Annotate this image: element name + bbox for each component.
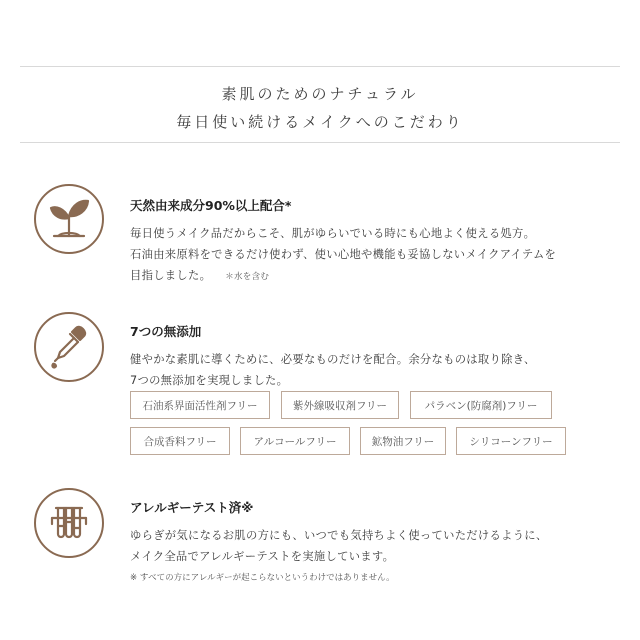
dropper-icon xyxy=(34,312,104,382)
headline xyxy=(0,80,640,136)
headline-line-2: 毎日使い続けるメイクへのこだわり xyxy=(176,113,464,131)
section-body xyxy=(130,525,610,567)
tag-free: 紫外線吸収剤フリー xyxy=(281,391,399,419)
bottom-divider xyxy=(20,142,620,143)
sprout-icon xyxy=(34,184,104,254)
section-additive-free xyxy=(130,322,610,391)
tag-free: 鉱物油フリー xyxy=(360,427,446,455)
allergy-note: ※ すべての方にアレルギーが起こらないというわけではありません。 xyxy=(130,573,395,583)
tag-free: アルコールフリー xyxy=(240,427,350,455)
section-title: 7つの無添加 xyxy=(130,324,202,339)
tag-free: 石油系界面活性剤フリー xyxy=(130,391,270,419)
section-allergy-tested xyxy=(130,498,610,583)
section-body xyxy=(130,349,610,391)
body-line: 健やかな素肌に導くために、必要なものだけを配合。余分なものは取り除き、 xyxy=(130,353,536,366)
top-divider xyxy=(20,66,620,67)
body-line: 毎日使うメイク品だからこそ、肌がゆらいでいる時にも心地よく使える処方。 xyxy=(130,227,536,240)
headline-line-1: 素肌のためのナチュラル xyxy=(221,85,419,103)
section-natural-ingredients xyxy=(130,196,610,288)
section-title: 天然由来成分90%以上配合* xyxy=(130,198,292,213)
body-line: メイク全品でアレルギーテストを実施しています。 xyxy=(130,550,395,563)
section-title: アレルギーテスト済※ xyxy=(130,500,254,515)
tag-free: パラベン(防腐剤)フリー xyxy=(410,391,552,419)
body-line-text: 目指しました。 xyxy=(130,269,212,282)
body-line: ゆらぎが気になるお肌の方にも、いつでも気持ちよく使っていただけるように、 xyxy=(130,529,548,542)
body-line: 7つの無添加を実現しました。 xyxy=(130,374,289,387)
body-line: 石油由来原料をできるだけ使わず、使い心地や機能も妥協しないメイクアイテムを xyxy=(130,248,557,261)
water-note: ＊水を含む xyxy=(225,272,270,282)
section-body xyxy=(130,223,610,288)
tag-free: 合成香料フリー xyxy=(130,427,230,455)
body-line xyxy=(130,265,610,288)
tag-free: シリコーンフリー xyxy=(456,427,566,455)
test-tubes-icon xyxy=(34,488,104,558)
